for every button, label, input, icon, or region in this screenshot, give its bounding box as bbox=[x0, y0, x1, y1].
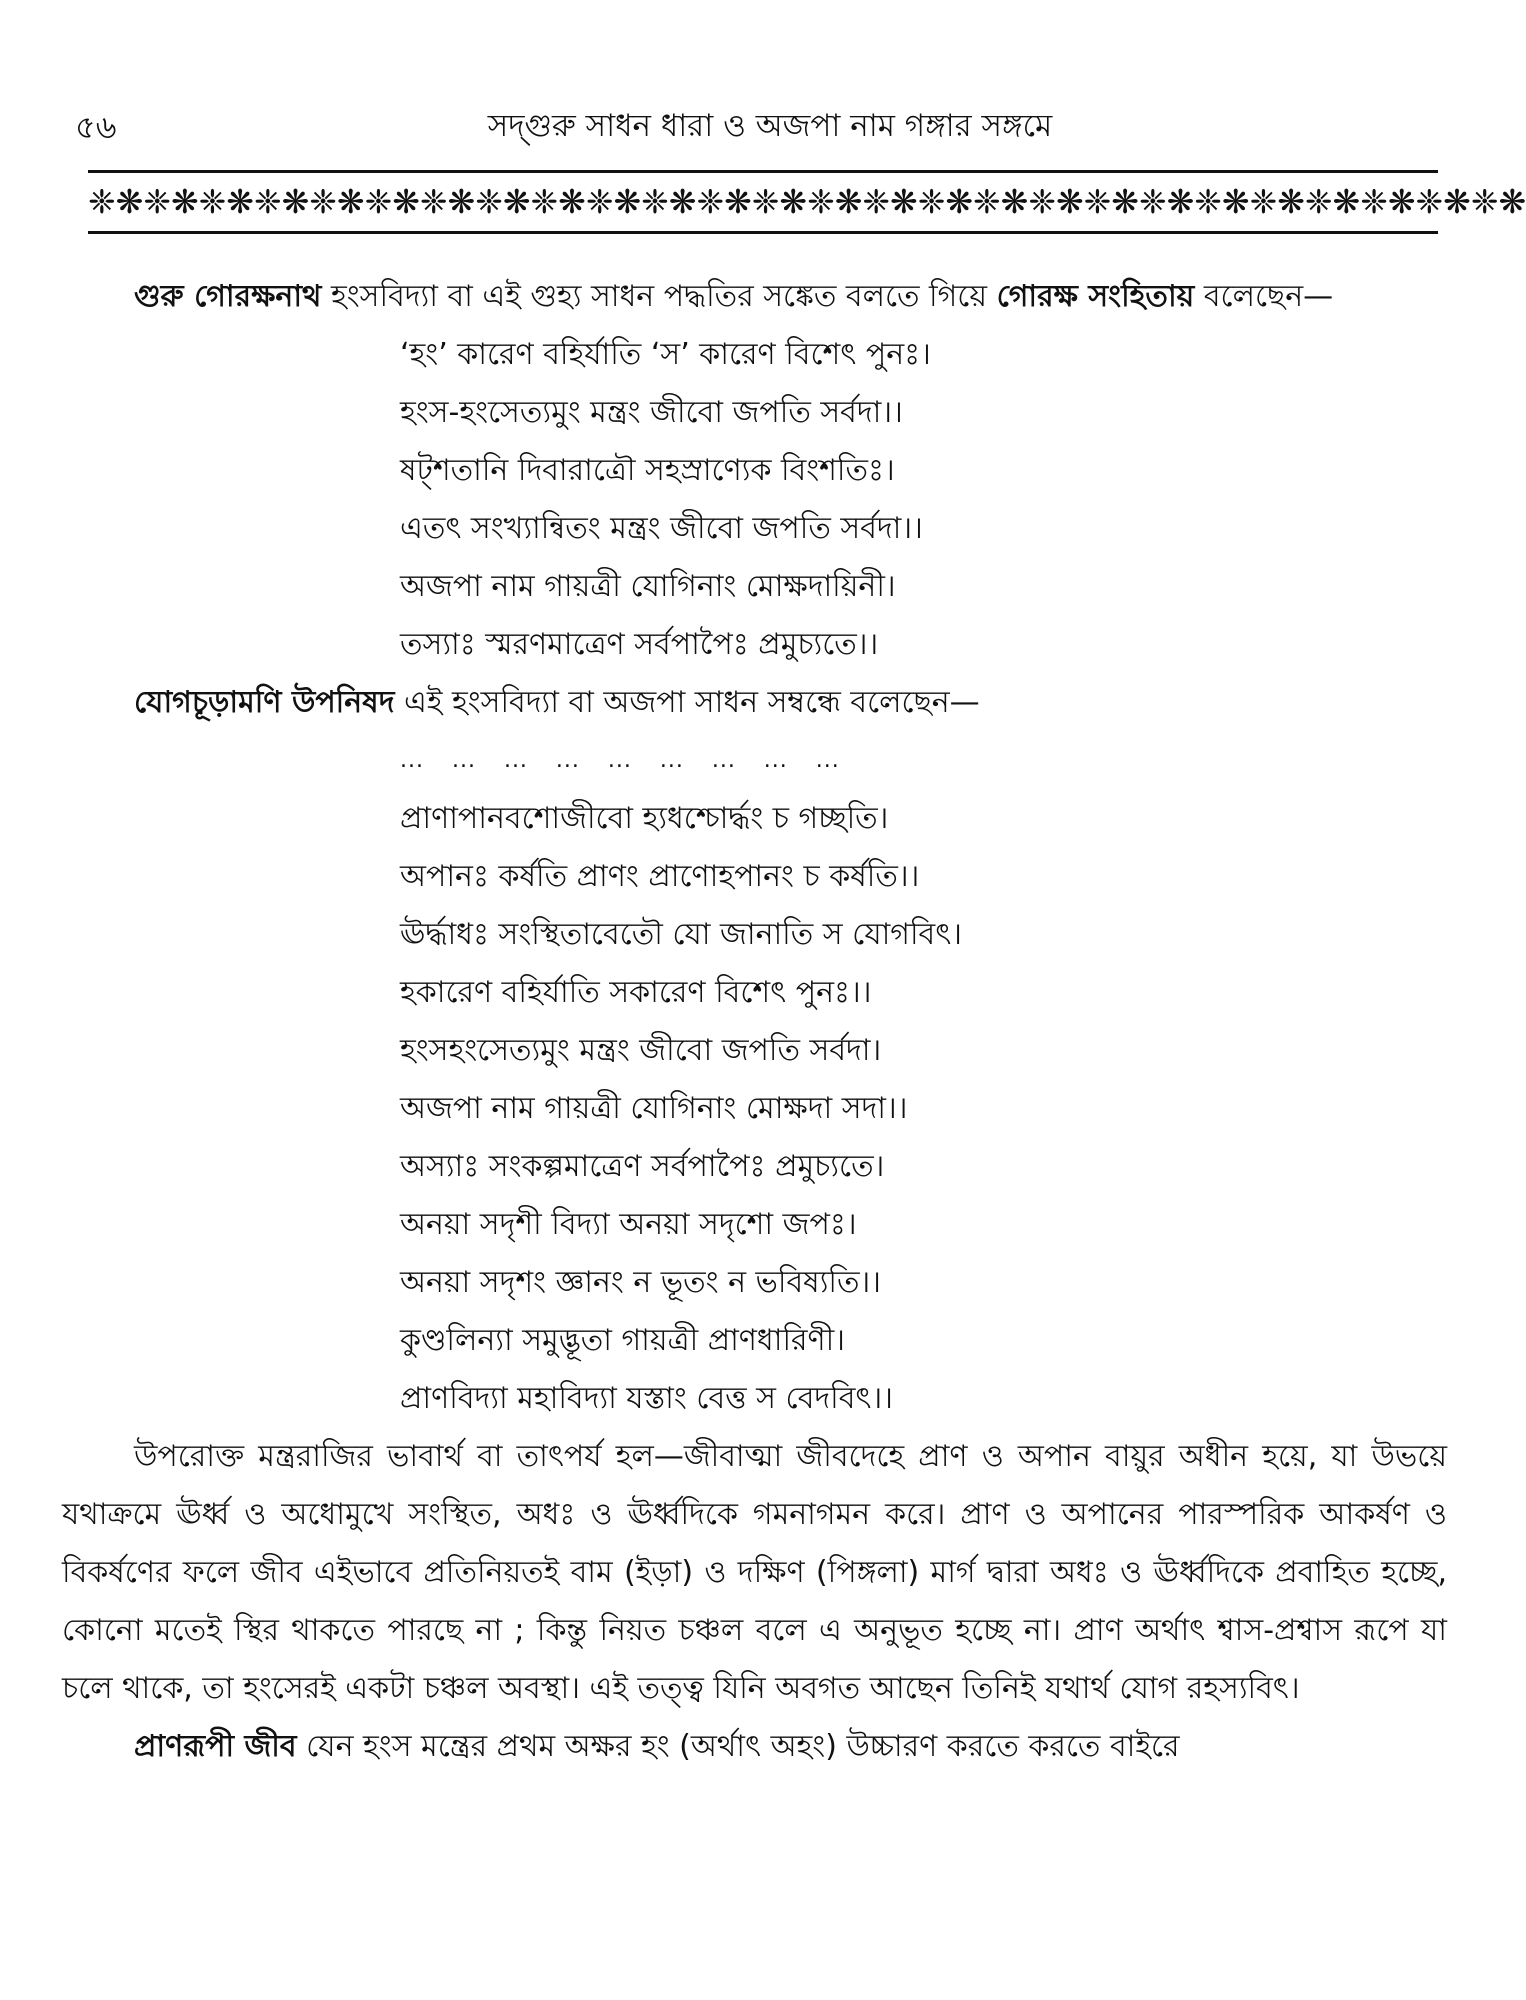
verse-line: প্রাণবিদ্যা মহাবিদ্যা যস্তাং বেত্ত স বেদবিৎ।। bbox=[400, 1381, 893, 1416]
ornament-icon: ❈❋ bbox=[309, 182, 365, 221]
ornament-icon: ❈❋ bbox=[1304, 182, 1361, 221]
verse-line: হকারেণ বহির্যাতি সকারেণ বিশেৎ পুনঃ।। bbox=[400, 975, 872, 1010]
verse-line: অপানঃ কর্ষতি প্রাণং প্রাণোহপানং চ কর্ষতি।। bbox=[400, 859, 920, 894]
running-title: সদ্‌গুরু সাধন ধারা ও অজপা নাম গঙ্গার সঙ্গমে bbox=[487, 108, 1053, 144]
verse-ellipsis: ... ... ... ... ... ... ... ... ... bbox=[400, 748, 840, 773]
verse-line: তস্যাঃ স্মরণমাত্রেণ সর্বপাপৈঃ প্রমুচ্যতে।। bbox=[400, 627, 879, 662]
verse-line: অজপা নাম গায়ত্রী যোগিনাং মোক্ষদায়িনী। bbox=[400, 569, 896, 604]
verse-line: অস্যাঃ সংকল্পমাত্রেণ সর্বপাপৈঃ প্রমুচ্যতে। bbox=[400, 1149, 885, 1184]
verse-line: প্রাণাপানবশোজীবো হ্যধশ্চোর্দ্ধং চ গচ্ছতি। bbox=[400, 801, 889, 836]
ornament-icon: ❈❋ bbox=[143, 182, 199, 221]
ornament-icon: ❈❋ bbox=[198, 182, 254, 221]
verse-line: ‘হং’ কারেণ বহির্যাতি ‘স’ কারেণ বিশেৎ পুনঃ। bbox=[400, 337, 931, 372]
verse-block-yogachudamani bbox=[62, 732, 1447, 1428]
ornament-icon: ❈❋ bbox=[807, 182, 863, 221]
verse-line: ঊর্দ্ধাধঃ সংস্থিতাবেতৌ যো জানাতি স যোগবিৎ। bbox=[400, 917, 963, 952]
verse-line: অজপা নাম গায়ত্রী যোগিনাং মোক্ষদা সদা।। bbox=[400, 1091, 908, 1126]
ornament-icon: ❈❋ bbox=[696, 182, 752, 221]
ornament-icon: ❈❋ bbox=[1360, 182, 1416, 221]
ornament-icon: ❈❋ bbox=[917, 182, 973, 221]
paragraph-pranarupi bbox=[62, 1718, 1447, 1776]
ornament-icon: ❈❋ bbox=[1028, 182, 1084, 221]
ornament-icon: ❈❋ bbox=[585, 182, 642, 221]
ornament-icon: ❈❋ bbox=[475, 182, 531, 221]
verse-line: কুণ্ডলিন্যা সমুদ্ভূতা গায়ত্রী প্রাণধারিণী। bbox=[400, 1323, 845, 1358]
page-number: ৫৬ bbox=[75, 108, 117, 146]
bold-source: গোরক্ষ সংহিতায় bbox=[996, 279, 1195, 314]
ornament-icon: ❈❋ bbox=[751, 182, 808, 221]
ornament-icon: ❈❋ bbox=[641, 182, 697, 221]
header-rule-top bbox=[88, 170, 1438, 173]
ornament-icon: ❈❋ bbox=[1249, 182, 1305, 221]
ornament-icon: ❈❋ bbox=[1138, 182, 1195, 221]
ornament-icon: ❈❋ bbox=[973, 182, 1029, 221]
paragraph-yogachudamani bbox=[62, 674, 1447, 732]
ornament-icon: ❈❋ bbox=[1470, 182, 1526, 221]
bold-term: প্রাণরূপী জীব bbox=[134, 1729, 297, 1764]
verse-line: অনয়া সদৃশী বিদ্যা অনয়া সদৃশো জপঃ। bbox=[400, 1207, 857, 1242]
paragraph-gorakshanath bbox=[62, 268, 1447, 326]
paragraph-text: হংসবিদ্যা বা এই গুহ্য সাধন পদ্ধতির সঙ্কেত বলতে গিয়ে bbox=[321, 279, 997, 314]
paragraph-text: যেন হংস মন্ত্রের প্রথম অক্ষর হং (অর্থাৎ অহং) উচ্চারণ করতে করতে বাইরে bbox=[296, 1729, 1180, 1764]
ornament-icon: ❈❋ bbox=[530, 182, 586, 221]
header-rule-bottom bbox=[88, 231, 1438, 234]
ornament-icon: ❈❋ bbox=[253, 182, 310, 221]
bold-author: গুরু গোরক্ষনাথ bbox=[134, 279, 322, 314]
ornament-icon: ❈❋ bbox=[88, 182, 144, 221]
verse-line: ষট্‌শতানি দিবারাত্রৌ সহস্রাণ্যেক বিংশতিঃ। bbox=[400, 453, 895, 488]
paragraph-text: বলেছেন— bbox=[1194, 279, 1334, 314]
ornament-icon: ❈❋ bbox=[862, 182, 918, 221]
paragraph-text: এই হংসবিদ্যা বা অজপা সাধন সম্বন্ধে বলেছেন— bbox=[394, 685, 980, 720]
ornament-icon: ❈❋ bbox=[1083, 182, 1139, 221]
verse-line: হংস-হংসেত্যমুং মন্ত্রং জীবো জপতি সর্বদা।। bbox=[400, 395, 903, 430]
page-content bbox=[62, 268, 1447, 1776]
verse-block-goraksha-samhita bbox=[62, 326, 1447, 674]
paragraph-explanation: উপরোক্ত মন্ত্ররাজির ভাবার্থ বা তাৎপর্য হল—জীবাত্মা জীবদেহে প্রাণ ও অপান বায়ুর অধীন হয়ে, যা উভয়ে যথাক্রমে ঊর্ধ্ব ও অধোমুখে সংস্থিত, অধঃ ও ঊর্ধ্বদিকে গমনাগমন করে। প্রাণ ও অপানের পারস্পরিক আকর্ষণ ও বিকর্ষণের ফলে জীব এইভাবে প্রতিনিয়তই বাম (ইড়া) ও দক্ষিণ (পিঙ্গলা) মার্গ দ্বারা অধঃ ও ঊর্ধ্বদিকে প্রবাহিত হচ্ছে, কোনো মতেই স্থির থাকতে পারছে না ; কিন্তু নিয়ত চঞ্চল বলে এ অনুভূত হচ্ছে না। প্রাণ অর্থাৎ শ্বাস-প্রশ্বাস রূপে যা চলে থাকে, তা হংসেরই একটা চঞ্চল অবস্থা। এই তত্ত্ব যিনি অবগত আছেন তিনিই যথার্থ যোগ রহস্যবিৎ। bbox=[62, 1439, 1447, 1706]
ornament-icon: ❈❋ bbox=[419, 182, 476, 221]
verse-line: হংসহংসেত্যমুং মন্ত্রং জীবো জপতি সর্বদা। bbox=[400, 1033, 882, 1068]
bold-source: যোগচূড়ামণি উপনিষদ bbox=[134, 685, 395, 720]
ornament-icon: ❈❋ bbox=[364, 182, 420, 221]
verse-line: অনয়া সদৃশং জ্ঞানং ন ভূতং ন ভবিষ্যতি।। bbox=[400, 1265, 881, 1300]
verse-line: এতৎ সংখ্যান্বিতং মন্ত্রং জীবো জপতি সর্বদা।। bbox=[400, 511, 923, 546]
ornament-icon: ❈❋ bbox=[1194, 182, 1250, 221]
ornament-icon: ❈❋ bbox=[1415, 182, 1471, 221]
ornament-band bbox=[88, 174, 1526, 229]
